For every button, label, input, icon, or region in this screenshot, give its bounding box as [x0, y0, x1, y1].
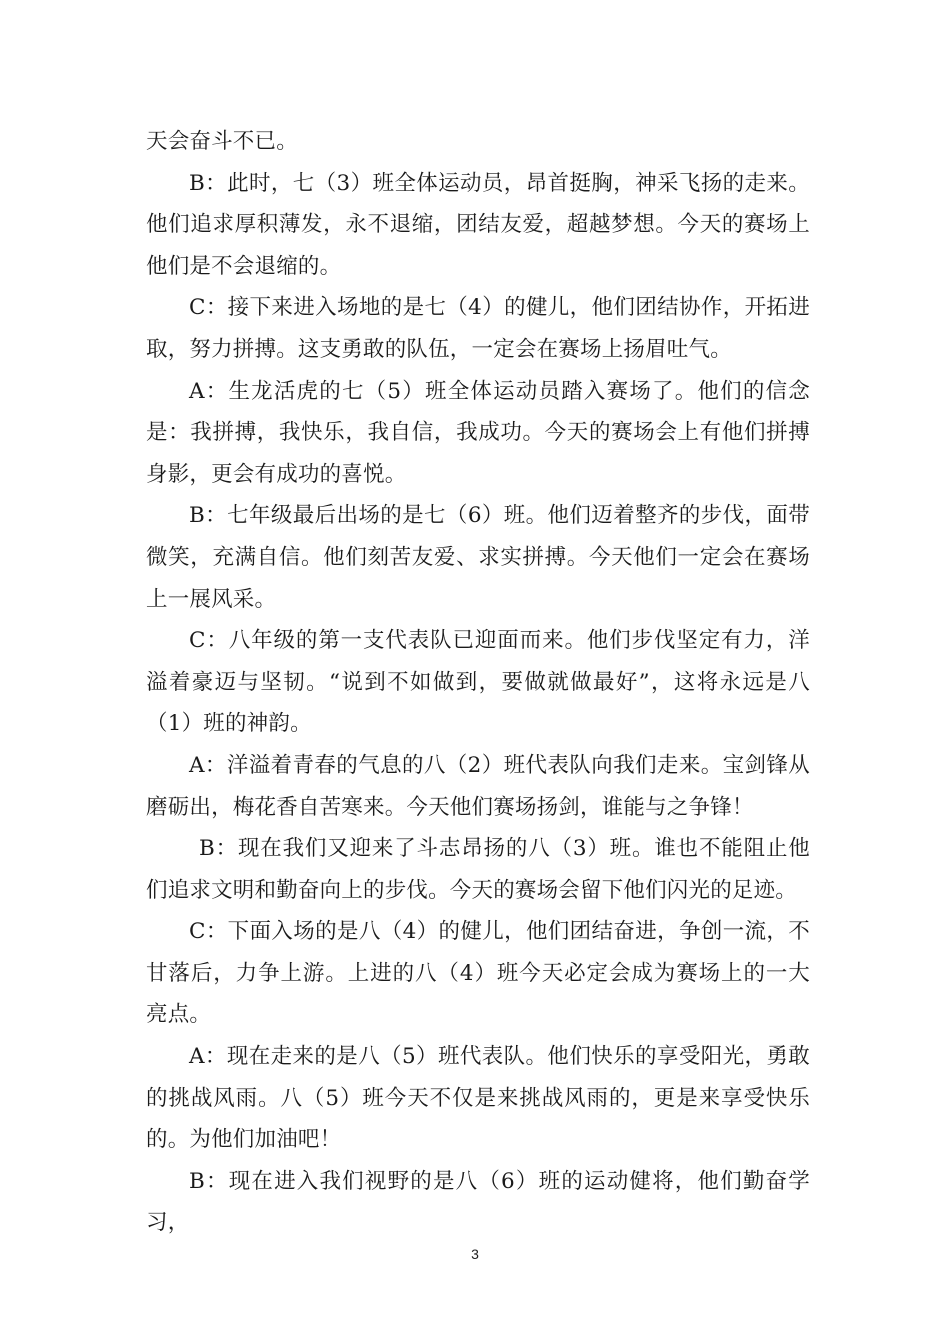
paragraph-class-8-2: A：洋溢着青春的气息的八（2）班代表队向我们走来。宝剑锋从磨砺出，梅花香自苦寒来。今天他们赛场扬剑，谁能与之争锋！ — [146, 752, 810, 820]
paragraph-class-8-1: C：八年级的第一支代表队已迎面而来。他们步伐坚定有力，洋溢着豪迈与坚韧。“说到不如做到，要做就做最好”，这将永远是八（1）班的神韵。 — [146, 628, 810, 737]
paragraph-class-7-3: B：此时，七（3）班全体运动员，昂首挺胸，神采飞扬的走来。他们追求厚积薄发，永不退缩，团结友爱，超越梦想。今天的赛场上他们是不会退缩的。 — [146, 170, 810, 279]
paragraph-class-8-3: B：现在我们又迎来了斗志昂扬的八（3）班。谁也不能阻止他们追求文明和勤奋向上的步伐。今天的赛场会留下他们闪光的足迹。 — [146, 836, 810, 903]
body-text — [146, 121, 810, 1244]
paragraph-class-7-4: C：接下来进入场地的是七（4）的健儿，他们团结协作，开拓进取，努力拼搏。这支勇敢的队伍，一定会在赛场上扬眉吐气。 — [146, 295, 810, 362]
paragraph-class-8-5: A：现在走来的是八（5）班代表队。他们快乐的享受阳光，勇敢的挑战风雨。八（5）班今天不仅是来挑战风雨的，更是来享受快乐的。为他们加油吧！ — [146, 1044, 810, 1153]
page-number: 3 — [471, 1246, 479, 1262]
paragraph-continuation: 天会奋斗不已。 — [146, 129, 298, 154]
paragraph-class-7-6: B：七年级最后出场的是七（6）班。他们迈着整齐的步伐，面带微笑，充满自信。他们刻苦友爱、求实拼搏。今天他们一定会在赛场上一展风采。 — [146, 503, 810, 612]
paragraph-class-8-6: B：现在进入我们视野的是八（6）班的运动健将，他们勤奋学习， — [146, 1168, 810, 1236]
paragraph-class-8-4: C：下面入场的是八（4）的健儿，他们团结奋进，争创一流，不甘落后，力争上游。上进的八（4）班今天必定会成为赛场上的一大亮点。 — [146, 919, 810, 1028]
paragraph-class-7-5: A：生龙活虎的七（5）班全体运动员踏入赛场了。他们的信念是：我拼搏，我快乐，我自信，我成功。今天的赛场会上有他们拼搏身影，更会有成功的喜悦。 — [146, 378, 810, 487]
